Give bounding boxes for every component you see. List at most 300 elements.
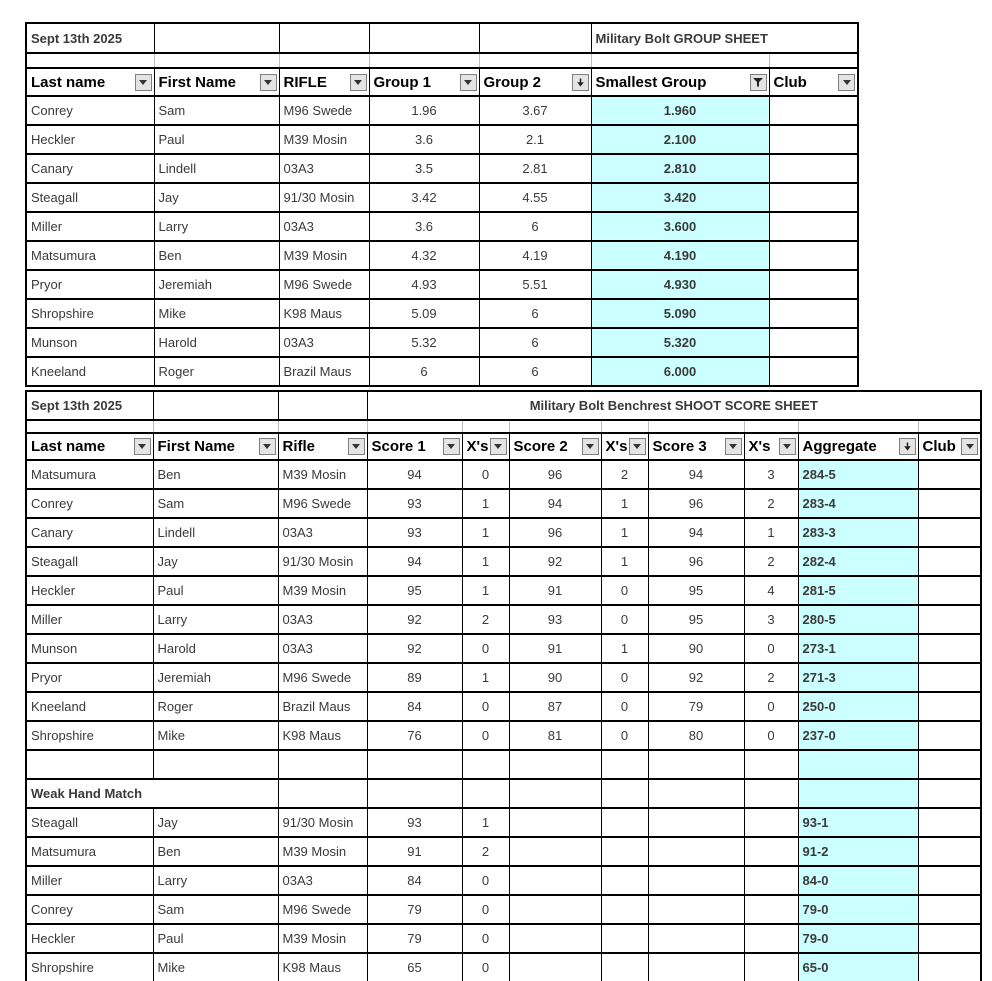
cell[interactable] [769,154,858,183]
cell[interactable]: Kneeland [26,692,153,721]
date-cell[interactable]: Sept 13th 2025 [26,23,154,53]
empty-cell[interactable] [601,750,648,779]
cell[interactable]: 2.810 [591,154,769,183]
cell[interactable]: Mike [153,953,278,981]
column-header-score-3[interactable] [648,433,744,460]
cell[interactable]: M39 Mosin [278,576,367,605]
cell[interactable]: Munson [26,634,153,663]
cell[interactable] [648,837,744,866]
cell[interactable]: 4.55 [479,183,591,212]
dropdown-arrow-icon[interactable] [260,74,277,91]
cell[interactable]: 0 [462,895,509,924]
cell[interactable]: Lindell [154,154,279,183]
cell[interactable]: 6 [479,299,591,328]
empty-cell[interactable] [278,750,367,779]
cell[interactable] [918,808,981,837]
cell[interactable]: M96 Swede [278,895,367,924]
cell[interactable]: 93 [509,605,601,634]
cell[interactable]: 1 [601,547,648,576]
cell[interactable]: 0 [601,576,648,605]
cell[interactable] [601,924,648,953]
cell[interactable] [744,924,798,953]
cell[interactable]: 4.930 [591,270,769,299]
dropdown-arrow-icon[interactable] [838,74,855,91]
cell[interactable]: 2.1 [479,125,591,154]
dropdown-arrow-icon[interactable] [443,438,460,455]
cell[interactable]: 92 [648,663,744,692]
cell[interactable]: 4.32 [369,241,479,270]
cell[interactable]: Heckler [26,924,153,953]
cell[interactable]: 4.93 [369,270,479,299]
cell[interactable]: 94 [648,460,744,489]
empty-cell[interactable] [744,779,798,808]
cell[interactable]: 93-1 [798,808,918,837]
cell[interactable]: Brazil Maus [279,357,369,386]
cell[interactable] [769,241,858,270]
cell[interactable]: Larry [154,212,279,241]
cell[interactable]: 96 [509,460,601,489]
cell[interactable]: Jeremiah [154,270,279,299]
empty-cell[interactable] [918,750,981,779]
cell[interactable]: Miller [26,605,153,634]
cell[interactable]: 273-1 [798,634,918,663]
empty-cell[interactable] [367,779,462,808]
cell[interactable]: 95 [367,576,462,605]
dropdown-arrow-icon[interactable] [135,74,152,91]
cell[interactable]: Mike [153,721,278,750]
empty-cell[interactable] [601,779,648,808]
empty-cell[interactable] [153,750,278,779]
cell[interactable]: 282-4 [798,547,918,576]
column-header-aggregate[interactable] [798,433,918,460]
cell[interactable]: 3 [744,605,798,634]
score-sheet-title[interactable]: Military Bolt Benchrest SHOOT SCORE SHEET [367,391,981,420]
cell[interactable] [918,576,981,605]
cell[interactable]: Larry [153,605,278,634]
empty-cell[interactable] [648,750,744,779]
cell[interactable] [918,605,981,634]
cell[interactable] [918,924,981,953]
cell[interactable]: 65 [367,953,462,981]
empty-cell[interactable] [367,750,462,779]
cell[interactable]: 91 [367,837,462,866]
dropdown-arrow-icon[interactable] [725,438,742,455]
cell[interactable]: 1 [462,518,509,547]
column-header-club[interactable] [769,68,858,96]
cell[interactable]: 91/30 Mosin [278,808,367,837]
cell[interactable]: 84-0 [798,866,918,895]
cell[interactable]: Larry [153,866,278,895]
cell[interactable]: 0 [744,721,798,750]
cell[interactable] [918,634,981,663]
dropdown-arrow-icon[interactable] [134,438,151,455]
cell[interactable]: 6 [479,357,591,386]
cell[interactable]: 03A3 [278,518,367,547]
cell[interactable]: 0 [601,663,648,692]
cell[interactable] [601,808,648,837]
cell[interactable]: Pryor [26,270,154,299]
cell[interactable]: M39 Mosin [278,924,367,953]
sort-applied-icon[interactable] [572,74,589,91]
dropdown-arrow-icon[interactable] [259,438,276,455]
empty-cell[interactable] [798,750,918,779]
cell[interactable]: 0 [462,924,509,953]
empty-cell[interactable] [153,391,278,420]
cell[interactable]: 1 [744,518,798,547]
column-header-last-name[interactable] [26,68,154,96]
cell[interactable]: 03A3 [279,154,369,183]
cell[interactable]: Canary [26,154,154,183]
cell[interactable]: 76 [367,721,462,750]
cell[interactable] [918,518,981,547]
cell[interactable]: 3.420 [591,183,769,212]
cell[interactable]: 79-0 [798,895,918,924]
cell[interactable]: Brazil Maus [278,692,367,721]
cell[interactable]: Matsumura [26,837,153,866]
column-header-group-2[interactable] [479,68,591,96]
cell[interactable]: Paul [153,576,278,605]
cell[interactable] [769,328,858,357]
cell[interactable]: M39 Mosin [279,125,369,154]
cell[interactable] [648,866,744,895]
cell[interactable]: 91/30 Mosin [278,547,367,576]
cell[interactable]: M96 Swede [278,663,367,692]
group-sheet-title[interactable]: Military Bolt GROUP SHEET [591,23,858,53]
cell[interactable]: K98 Maus [278,953,367,981]
dropdown-arrow-icon[interactable] [582,438,599,455]
cell[interactable] [769,183,858,212]
cell[interactable] [918,489,981,518]
cell[interactable] [769,299,858,328]
cell[interactable]: 91-2 [798,837,918,866]
cell[interactable]: 5.320 [591,328,769,357]
cell[interactable] [509,924,601,953]
cell[interactable] [769,270,858,299]
cell[interactable]: K98 Maus [279,299,369,328]
cell[interactable]: 96 [509,518,601,547]
cell[interactable]: Ben [153,460,278,489]
cell[interactable]: Conrey [26,489,153,518]
empty-cell[interactable] [369,23,479,53]
cell[interactable]: 3 [744,460,798,489]
cell[interactable]: 6 [369,357,479,386]
dropdown-arrow-icon[interactable] [779,438,796,455]
cell[interactable] [769,357,858,386]
weak-hand-match-label[interactable]: Weak Hand Match [26,779,278,808]
empty-cell[interactable] [26,750,153,779]
cell[interactable] [744,837,798,866]
cell[interactable]: 0 [462,866,509,895]
cell[interactable]: M96 Swede [278,489,367,518]
cell[interactable]: M39 Mosin [279,241,369,270]
empty-cell[interactable] [744,750,798,779]
column-header-x-s[interactable] [744,433,798,460]
cell[interactable]: 0 [462,460,509,489]
column-header-rifle[interactable] [279,68,369,96]
cell[interactable]: 0 [601,692,648,721]
dropdown-arrow-icon[interactable] [348,438,365,455]
cell[interactable]: 2 [462,837,509,866]
cell[interactable]: 3.42 [369,183,479,212]
cell[interactable]: 84 [367,866,462,895]
cell[interactable] [648,808,744,837]
cell[interactable]: M39 Mosin [278,837,367,866]
cell[interactable]: Jeremiah [153,663,278,692]
cell[interactable]: Conrey [26,96,154,125]
cell[interactable]: 2 [744,547,798,576]
cell[interactable] [648,924,744,953]
cell[interactable]: Conrey [26,895,153,924]
cell[interactable]: Steagall [26,808,153,837]
cell[interactable]: 93 [367,518,462,547]
column-header-first-name[interactable] [153,433,278,460]
cell[interactable]: 3.6 [369,125,479,154]
cell[interactable]: 3.6 [369,212,479,241]
cell[interactable]: 90 [509,663,601,692]
column-header-x-s[interactable] [462,433,509,460]
cell[interactable]: Steagall [26,183,154,212]
column-header-first-name[interactable] [154,68,279,96]
cell[interactable]: 284-5 [798,460,918,489]
cell[interactable]: 0 [462,634,509,663]
cell[interactable] [918,692,981,721]
cell[interactable]: 94 [367,547,462,576]
cell[interactable]: 0 [462,953,509,981]
cell[interactable]: Jay [154,183,279,212]
cell[interactable]: 92 [367,634,462,663]
cell[interactable]: Shropshire [26,299,154,328]
cell[interactable] [744,866,798,895]
cell[interactable]: 81 [509,721,601,750]
empty-cell[interactable] [278,391,367,420]
cell[interactable]: 0 [601,605,648,634]
cell[interactable]: 0 [744,692,798,721]
cell[interactable]: 1 [601,518,648,547]
cell[interactable]: Roger [153,692,278,721]
column-header-score-1[interactable] [367,433,462,460]
empty-cell[interactable] [278,779,367,808]
cell[interactable]: Heckler [26,125,154,154]
cell[interactable]: 6 [479,212,591,241]
cell[interactable] [918,460,981,489]
cell[interactable]: 6.000 [591,357,769,386]
dropdown-arrow-icon[interactable] [490,438,507,455]
cell[interactable]: 93 [367,808,462,837]
cell[interactable]: 1.960 [591,96,769,125]
cell[interactable]: Jay [153,547,278,576]
dropdown-arrow-icon[interactable] [961,438,978,455]
cell[interactable]: 2 [601,460,648,489]
cell[interactable]: 250-0 [798,692,918,721]
cell[interactable]: 4.190 [591,241,769,270]
cell[interactable]: 94 [509,489,601,518]
cell[interactable] [601,895,648,924]
empty-cell[interactable] [509,750,601,779]
cell[interactable]: 03A3 [278,866,367,895]
cell[interactable]: Matsumura [26,241,154,270]
cell[interactable]: 2.81 [479,154,591,183]
cell[interactable] [769,125,858,154]
cell[interactable]: 1 [601,489,648,518]
cell[interactable]: 5.51 [479,270,591,299]
cell[interactable]: Steagall [26,547,153,576]
filter-funnel-icon[interactable] [750,74,767,91]
cell[interactable]: 92 [509,547,601,576]
cell[interactable] [648,953,744,981]
cell[interactable]: Miller [26,212,154,241]
cell[interactable]: 94 [367,460,462,489]
cell[interactable]: 2 [744,663,798,692]
cell[interactable]: 95 [648,605,744,634]
cell[interactable] [744,953,798,981]
column-header-rifle[interactable] [278,433,367,460]
cell[interactable]: 1 [462,547,509,576]
cell[interactable]: 89 [367,663,462,692]
cell[interactable]: 3.600 [591,212,769,241]
cell[interactable]: 03A3 [279,212,369,241]
cell[interactable] [918,721,981,750]
cell[interactable]: 6 [479,328,591,357]
empty-cell[interactable] [798,779,918,808]
cell[interactable]: 91 [509,576,601,605]
cell[interactable]: 4.19 [479,241,591,270]
cell[interactable] [918,837,981,866]
cell[interactable]: Shropshire [26,953,153,981]
cell[interactable]: 5.090 [591,299,769,328]
cell[interactable] [509,837,601,866]
cell[interactable]: 1 [462,663,509,692]
cell[interactable] [918,547,981,576]
cell[interactable]: Sam [153,489,278,518]
cell[interactable]: 94 [648,518,744,547]
cell[interactable]: Munson [26,328,154,357]
cell[interactable]: 0 [462,721,509,750]
cell[interactable]: Mike [154,299,279,328]
cell[interactable] [601,866,648,895]
cell[interactable] [509,895,601,924]
cell[interactable]: 237-0 [798,721,918,750]
cell[interactable]: 1 [462,489,509,518]
cell[interactable]: 65-0 [798,953,918,981]
cell[interactable] [918,866,981,895]
cell[interactable] [769,212,858,241]
column-header-smallest-group[interactable] [591,68,769,96]
column-header-x-s[interactable] [601,433,648,460]
cell[interactable]: Sam [153,895,278,924]
cell[interactable]: 93 [367,489,462,518]
dropdown-arrow-icon[interactable] [350,74,367,91]
cell[interactable]: 0 [601,721,648,750]
cell[interactable]: Roger [154,357,279,386]
date-cell[interactable]: Sept 13th 2025 [26,391,153,420]
empty-cell[interactable] [462,779,509,808]
cell[interactable] [769,96,858,125]
cell[interactable]: 03A3 [278,605,367,634]
cell[interactable]: Harold [153,634,278,663]
cell[interactable] [648,895,744,924]
cell[interactable]: 96 [648,547,744,576]
column-header-last-name[interactable] [26,433,153,460]
cell[interactable]: 5.32 [369,328,479,357]
cell[interactable]: 280-5 [798,605,918,634]
cell[interactable] [601,837,648,866]
cell[interactable]: 79 [367,895,462,924]
empty-cell[interactable] [154,23,279,53]
cell[interactable]: 80 [648,721,744,750]
cell[interactable] [918,663,981,692]
cell[interactable]: 91 [509,634,601,663]
cell[interactable]: 4 [744,576,798,605]
column-header-score-2[interactable] [509,433,601,460]
empty-cell[interactable] [479,23,591,53]
cell[interactable] [509,866,601,895]
cell[interactable]: Ben [153,837,278,866]
cell[interactable]: 3.5 [369,154,479,183]
cell[interactable] [918,953,981,981]
cell[interactable] [744,895,798,924]
cell[interactable]: 03A3 [279,328,369,357]
cell[interactable]: Sam [154,96,279,125]
cell[interactable]: 92 [367,605,462,634]
cell[interactable]: Lindell [153,518,278,547]
empty-cell[interactable] [279,23,369,53]
cell[interactable]: 96 [648,489,744,518]
cell[interactable]: 87 [509,692,601,721]
cell[interactable]: 2 [462,605,509,634]
cell[interactable]: 91/30 Mosin [279,183,369,212]
dropdown-arrow-icon[interactable] [460,74,477,91]
cell[interactable]: M39 Mosin [278,460,367,489]
cell[interactable]: 03A3 [278,634,367,663]
cell[interactable]: Shropshire [26,721,153,750]
cell[interactable]: Canary [26,518,153,547]
cell[interactable] [509,808,601,837]
cell[interactable] [918,895,981,924]
cell[interactable]: Heckler [26,576,153,605]
empty-cell[interactable] [509,779,601,808]
cell[interactable]: K98 Maus [278,721,367,750]
cell[interactable]: 79 [648,692,744,721]
cell[interactable] [601,953,648,981]
cell[interactable]: Pryor [26,663,153,692]
cell[interactable]: M96 Swede [279,96,369,125]
cell[interactable]: Ben [154,241,279,270]
sort-applied-icon[interactable] [899,438,916,455]
cell[interactable]: 1.96 [369,96,479,125]
cell[interactable]: Matsumura [26,460,153,489]
cell[interactable]: 1 [462,808,509,837]
cell[interactable]: 79-0 [798,924,918,953]
cell[interactable]: 0 [744,634,798,663]
cell[interactable]: 90 [648,634,744,663]
cell[interactable]: 84 [367,692,462,721]
cell[interactable]: 283-4 [798,489,918,518]
cell[interactable]: 281-5 [798,576,918,605]
cell[interactable]: Miller [26,866,153,895]
cell[interactable]: Harold [154,328,279,357]
cell[interactable]: 95 [648,576,744,605]
cell[interactable]: 2 [744,489,798,518]
empty-cell[interactable] [918,779,981,808]
cell[interactable]: 79 [367,924,462,953]
cell[interactable]: Kneeland [26,357,154,386]
empty-cell[interactable] [648,779,744,808]
cell[interactable]: 283-3 [798,518,918,547]
cell[interactable]: Paul [154,125,279,154]
cell[interactable]: 3.67 [479,96,591,125]
cell[interactable]: Paul [153,924,278,953]
cell[interactable]: 5.09 [369,299,479,328]
